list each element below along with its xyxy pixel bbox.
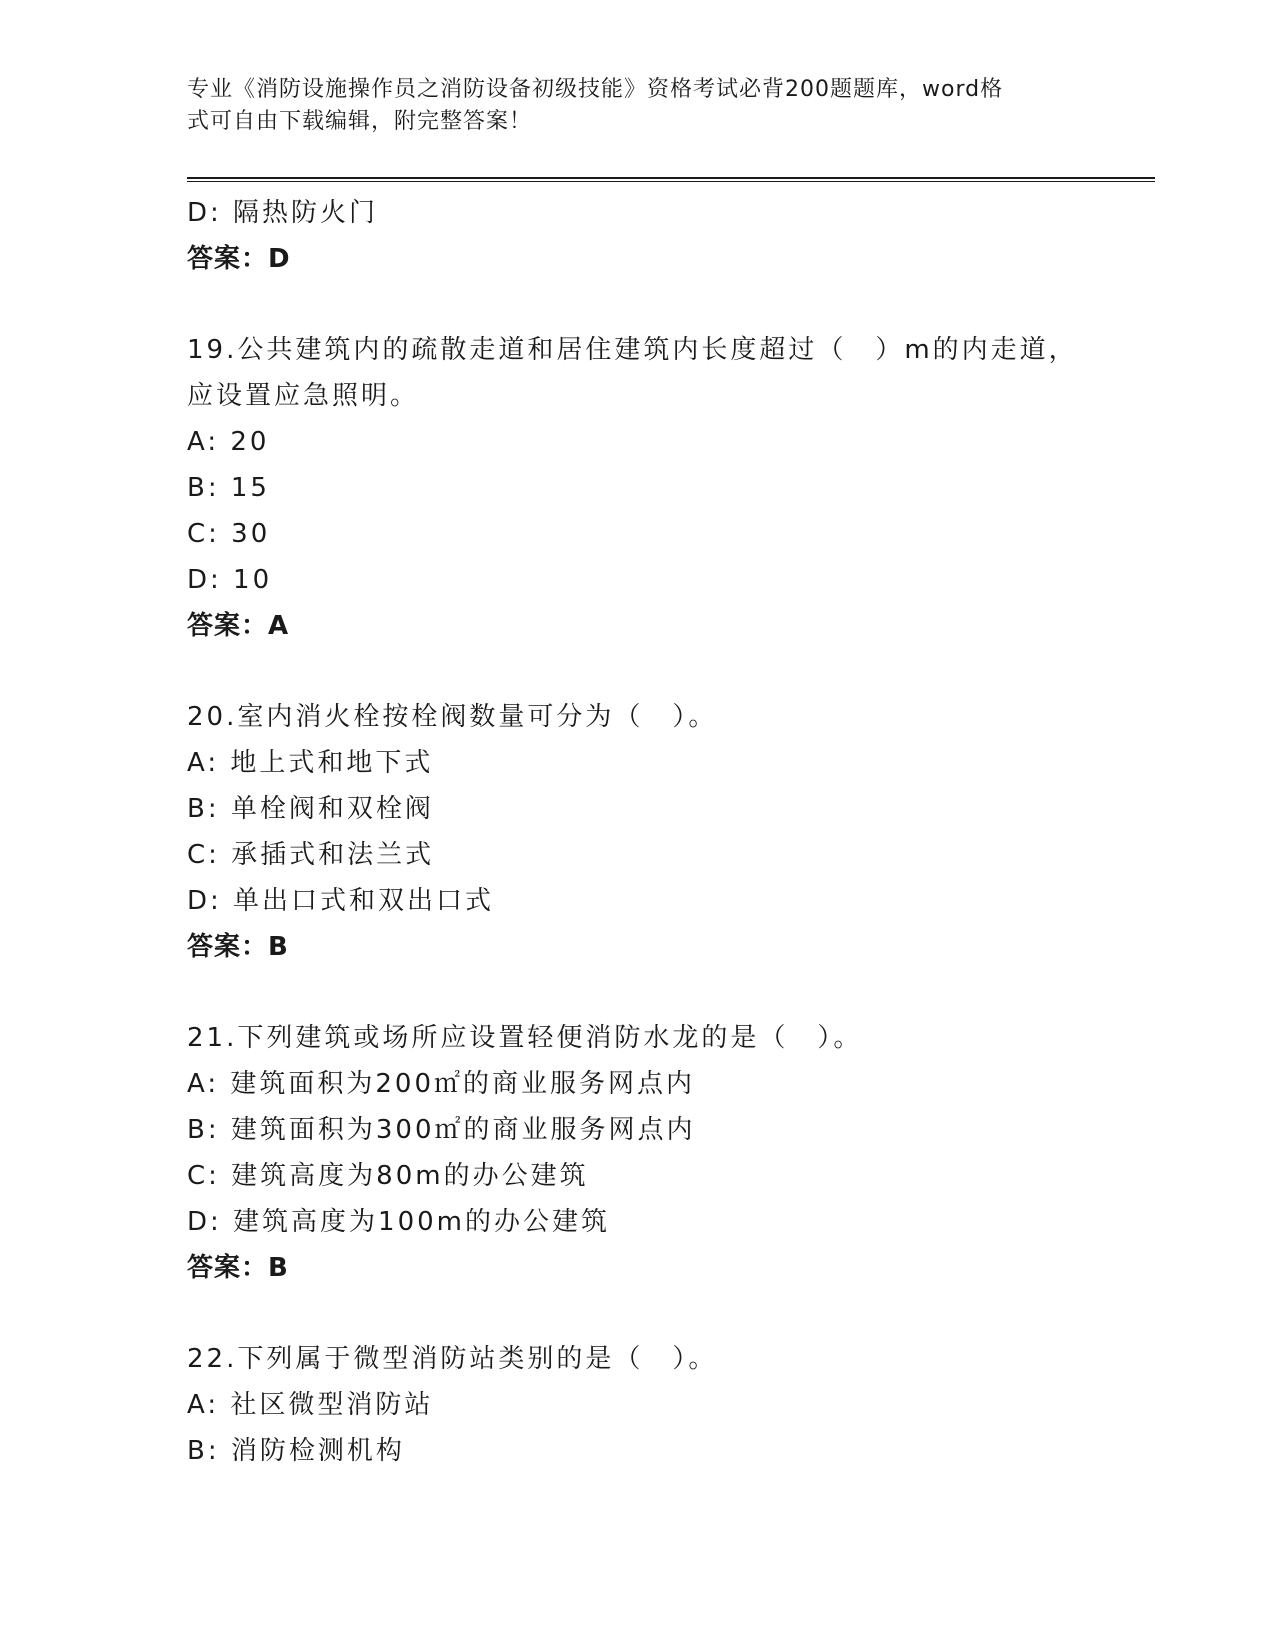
question-list xyxy=(187,190,1107,1474)
header-divider xyxy=(187,177,1155,182)
document-header xyxy=(187,74,1067,138)
option-b: B: 消防检测机构 xyxy=(187,1436,405,1466)
question-21 xyxy=(187,1015,1107,1291)
option-b: B: 15 xyxy=(187,473,270,503)
option-c: C: 承插式和法兰式 xyxy=(187,840,435,870)
question-stem: 20.室内消火栓按栓阀数量可分为（ ）。 xyxy=(187,702,718,732)
option-c: C: 建筑高度为80m的办公建筑 xyxy=(187,1161,589,1191)
spacer xyxy=(187,1291,1107,1336)
question-18-tail xyxy=(187,190,1107,282)
option-b: B: 建筑面积为300㎡的商业服务网点内 xyxy=(187,1115,696,1145)
header-line-2: 式可自由下载编辑，附完整答案！ xyxy=(187,109,533,134)
question-stem: 22.下列属于微型消防站类别的是（ ）。 xyxy=(187,1344,718,1374)
question-19 xyxy=(187,327,1107,649)
answer-line: 答案：D xyxy=(187,244,291,274)
option-b: B: 单栓阀和双栓阀 xyxy=(187,794,434,824)
header-line-1: 专业《消防设施操作员之消防设备初级技能》资格考试必背200题题库，word格 xyxy=(187,77,1004,102)
option-d: D: 单出口式和双出口式 xyxy=(187,886,495,916)
question-stem: 21.下列建筑或场所应设置轻便消防水龙的是（ ）。 xyxy=(187,1023,863,1053)
option-a: A: 地上式和地下式 xyxy=(187,748,434,778)
option-d: D: 10 xyxy=(187,565,273,595)
option-d: D: 隔热防火门 xyxy=(187,198,379,228)
question-stem: 19.公共建筑内的疏散走道和居住建筑内长度超过（ ）m的内走道， xyxy=(187,335,1078,365)
spacer xyxy=(187,282,1107,327)
answer-line: 答案：A xyxy=(187,611,290,641)
spacer xyxy=(187,649,1107,694)
option-c: C: 30 xyxy=(187,519,271,549)
question-22 xyxy=(187,1336,1107,1474)
option-a: A: 社区微型消防站 xyxy=(187,1390,434,1420)
option-d: D: 建筑高度为100m的办公建筑 xyxy=(187,1207,610,1237)
question-20 xyxy=(187,694,1107,970)
option-a: A: 建筑面积为200㎡的商业服务网点内 xyxy=(187,1069,695,1099)
spacer xyxy=(187,970,1107,1015)
question-stem-continued: 应设置应急照明。 xyxy=(187,381,420,411)
answer-line: 答案：B xyxy=(187,932,289,962)
option-a: A: 20 xyxy=(187,427,270,457)
answer-line: 答案：B xyxy=(187,1253,289,1283)
